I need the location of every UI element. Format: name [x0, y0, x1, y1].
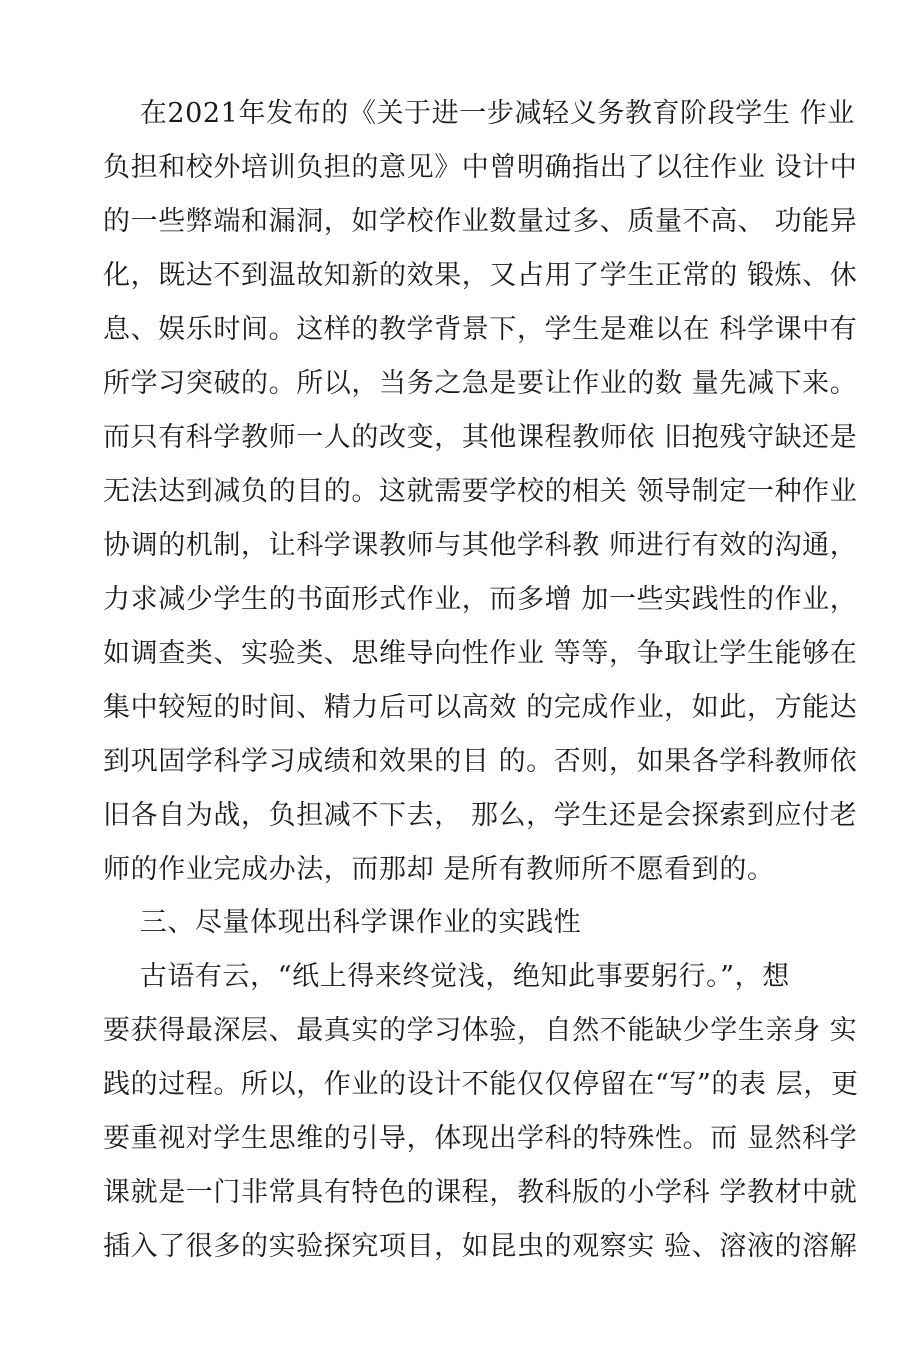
text-line: 课就是一门非常具有特色的课程，教科版的小学科 学教材中就: [103, 1177, 858, 1208]
section-heading: 三、尽量体现出科学课作业的实践性: [103, 907, 582, 938]
text-line: 负担和校外培训负担的意见》中曾明确指出了以往作业 设计中: [103, 152, 858, 183]
text-line: 息、娱乐时间。这样的教学背景下，学生是难以在 科学课中有: [103, 314, 858, 345]
text-line: 无法达到减负的目的。这就需要学校的相关 领导制定一种作业: [103, 476, 858, 507]
text-line: 力求减少学生的书面形式作业，而多增 加一些实践性的作业，: [103, 584, 858, 615]
text-line: 践的过程。所以，作业的设计不能仅仅停留在“写”的表 层，更: [103, 1069, 859, 1100]
text-line: 所学习突破的。所以，当务之急是要让作业的数 量先减下来。: [103, 368, 858, 399]
text-line: 师的作业完成办法，而那却 是所有教师所不愿看到的。: [103, 854, 775, 885]
text-line: 协调的机制，让科学课教师与其他学科教 师进行有效的沟通，: [103, 530, 858, 561]
text-line: 化，既达不到温故知新的效果，又占用了学生正常的 锻炼、休: [103, 260, 858, 291]
text-line: 集中较短的时间、精力后可以高效 的完成作业，如此，方能达: [103, 692, 858, 723]
text-line: 的一些弊端和漏洞，如学校作业数量过多、质量不高、 功能异: [103, 206, 858, 237]
text-line: 插入了很多的实验探究项目，如昆虫的观察实 验、溶液的溶解: [103, 1231, 858, 1262]
text-line: 如调查类、实验类、思维导向性作业 等等，争取让学生能够在: [103, 638, 858, 669]
text-line: 到巩固学科学习成绩和效果的目 的。否则，如果各学科教师依: [103, 746, 858, 777]
text-line: 而只有科学教师一人的改变，其他课程教师依 旧抱残守缺还是: [103, 422, 858, 453]
text-line: 旧各自为战，负担减不下去， 那么，学生还是会探索到应付老: [103, 800, 858, 831]
text-line: 古语有云，“纸上得来终觉浅，绝知此事要躬行。”，想: [103, 961, 790, 992]
text-line: 要获得最深层、最真实的学习体验，自然不能缺少学生亲身 实: [103, 1015, 858, 1046]
text-line: 要重视对学生思维的引导，体现出学科的特殊性。而 显然科学: [103, 1123, 858, 1154]
text-line: 在2021年发布的《关于进一步减轻义务教育阶段学生 作业: [103, 98, 855, 129]
